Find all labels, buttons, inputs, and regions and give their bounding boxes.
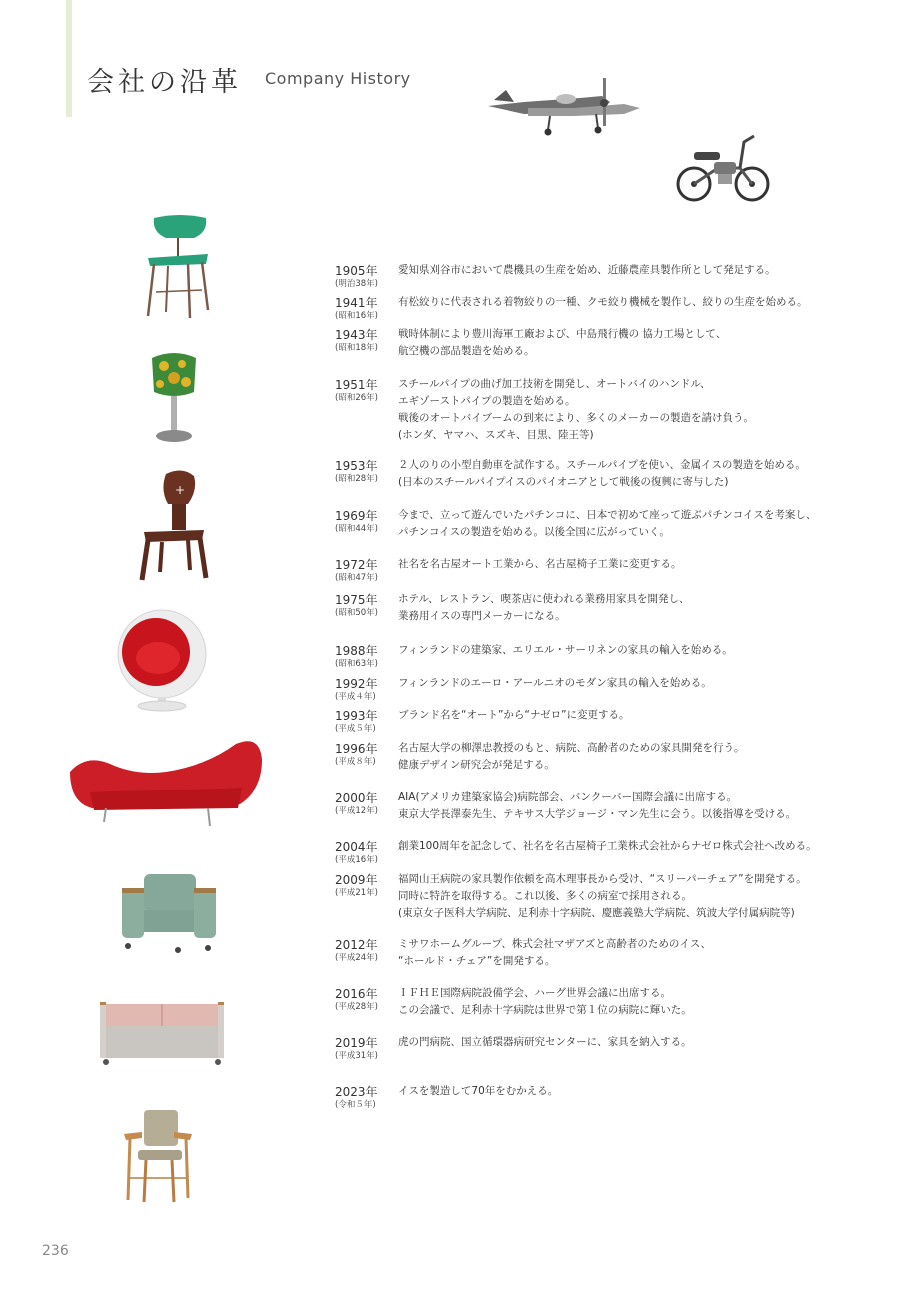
green-armchair-image <box>120 870 216 956</box>
entry-era: (昭和26年) <box>335 393 378 403</box>
entry-description: ブランド名を“オート”から“ナゼロ”に変更する。 <box>398 709 630 721</box>
red-sofa-image <box>66 736 266 830</box>
entry-year: 2016年 <box>335 987 378 1001</box>
entry-year: 2019年 <box>335 1036 378 1050</box>
ball-chair-image <box>114 608 210 714</box>
pachinko-chair-image <box>146 350 202 444</box>
entry-year: 1972年 <box>335 558 378 572</box>
entry-year: 2012年 <box>335 938 378 952</box>
wooden-chair-image <box>138 468 210 584</box>
page-subtitle: Company History <box>265 69 411 88</box>
entry-year: 1996年 <box>335 742 378 756</box>
entry-year: 1993年 <box>335 709 378 723</box>
entry-description: スチールパイプの曲げ加工技術を開発し、オートバイのハンドル、 エギゾーストパイプの製造を始める。 戦後のオートバイブームの到来により、多くのメーカーの製造を請け負う。 (ホンダ、ヤマハ、スズキ、目黒、陸王等) <box>398 378 754 441</box>
entry-description: 名古屋大学の柳澤忠教授のもと、病院、高齢者のための家具開発を行う。 健康デザイン研究会が発足する。 <box>398 742 745 771</box>
entry-era: (昭和50年) <box>335 608 378 618</box>
entry-description: 戦時体制により豊川海軍工廠および、中島飛行機の 協力工場として、 航空機の部品製造を始める。 <box>398 328 727 357</box>
entry-description: ２人のりの小型自動車を試作する。スチールパイプを使い、金属イスの製造を始める。 (日本のスチールパイプイスのパイオニアとして戦後の復興に寄与した) <box>398 459 806 488</box>
entry-description: AIA(アメリカ建築家協会)病院部会、バンクーバー国際会議に出席する。 東京大学長澤泰先生、テキサス大学ジョージ・マン先生に会う。以後指導を受ける。 <box>398 791 797 820</box>
entry-era: (平成31年) <box>335 1051 378 1061</box>
entry-year: 1988年 <box>335 644 378 658</box>
page-title: 会社の沿革 <box>87 67 242 98</box>
entry-description: 社名を名古屋オート工業から、名古屋椅子工業に変更する。 <box>398 558 682 570</box>
entry-description: ＩＦＨＥ国際病院設備学会、ハーグ世界会議に出席する。 この会議で、足利赤十字病院は世界で第１位の病院に輝いた。 <box>398 987 692 1016</box>
entry-era: (昭和28年) <box>335 474 378 484</box>
entry-description: 虎の門病院、国立循環器病研究センターに、家具を納入する。 <box>398 1036 692 1048</box>
entry-era: (平成24年) <box>335 953 378 963</box>
entry-era: (昭和44年) <box>335 524 378 534</box>
entry-year: 1992年 <box>335 677 378 691</box>
entry-description: 福岡山王病院の家具製作依頼を高木理事長から受け、“スリーパーチェア”を開発する。 同時に特許を取得する。これ以後、多くの病室で採用される。 (東京女子医科大学病院、足利赤十字病院、慶應義塾大学病院、筑波大学付属病院等) <box>398 873 807 919</box>
entry-description: 創業100周年を記念して、社名を名古屋椅子工業株式会社からナゼロ株式会社へ改める。 <box>398 840 817 852</box>
entry-description: イスを製造して70年をむかえる。 <box>398 1085 559 1097</box>
entry-era: (明治38年) <box>335 279 378 289</box>
entry-era: (昭和47年) <box>335 573 378 583</box>
entry-year: 2004年 <box>335 840 378 854</box>
entry-description: ホテル、レストラン、喫茶店に使われる業務用家具を開発し、 業務用イスの専門メーカーになる。 <box>398 593 690 622</box>
entry-year: 1975年 <box>335 593 378 607</box>
entry-era: (昭和18年) <box>335 343 378 353</box>
pink-sofa-image <box>98 998 226 1070</box>
entry-year: 1953年 <box>335 459 378 473</box>
entry-year: 1969年 <box>335 509 378 523</box>
entry-year: 2023年 <box>335 1085 378 1099</box>
entry-description: フィンランドのエーロ・アールニオのモダン家具の輸入を始める。 <box>398 677 712 689</box>
entry-description: 今まで、立って遊んでいたパチンコに、日本で初めて座って遊ぶパチンコイスを考案し、 パチンコイスの製造を始める。以後全国に広がっていく。 <box>398 509 817 538</box>
entry-era: (平成28年) <box>335 1002 378 1012</box>
entry-year: 2009年 <box>335 873 378 887</box>
entry-era: (平成21年) <box>335 888 378 898</box>
entry-description: ミサワホームグループ、株式会社マザアズと高齢者のためのイス、 “ホールド・チェア”を開発する。 <box>398 938 712 967</box>
accent-bar <box>66 0 72 117</box>
entry-description: フィンランドの建築家、エリエル・サーリネンの家具の輸入を始める。 <box>398 644 733 656</box>
entry-description: 有松絞りに代表される着物絞りの一種、クモ絞り機械を製作し、絞りの生産を始める。 <box>398 296 808 308</box>
svg-text:+: + <box>174 483 186 497</box>
entry-era: (平成８年) <box>335 757 376 767</box>
entry-description: 愛知県刈谷市において農機具の生産を始め、近藤農産具製作所として発足する。 <box>398 264 776 276</box>
entry-era: (令和５年) <box>335 1100 376 1110</box>
entry-era: (平成５年) <box>335 724 376 734</box>
entry-year: 1951年 <box>335 378 378 392</box>
airplane-illustration <box>484 72 644 142</box>
page-number: 236 <box>42 1243 69 1259</box>
entry-year: 1905年 <box>335 264 378 278</box>
beige-armchair-image <box>122 1108 194 1204</box>
entry-year: 1943年 <box>335 328 378 342</box>
entry-era: (平成４年) <box>335 692 376 702</box>
motorcycle-illustration <box>674 128 774 208</box>
entry-era: (昭和63年) <box>335 659 378 669</box>
entry-era: (昭和16年) <box>335 311 378 321</box>
entry-year: 2000年 <box>335 791 378 805</box>
entry-era: (平成12年) <box>335 806 378 816</box>
entry-year: 1941年 <box>335 296 378 310</box>
entry-era: (平成16年) <box>335 855 378 865</box>
green-chair-image <box>142 212 214 320</box>
